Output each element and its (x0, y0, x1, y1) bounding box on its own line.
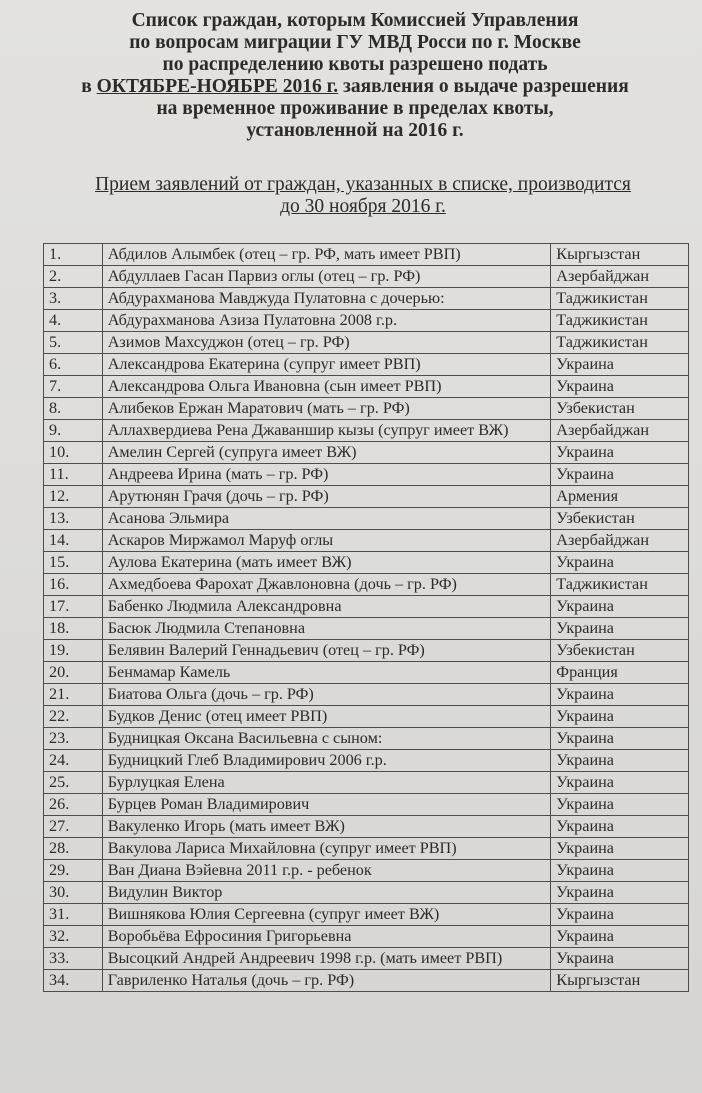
table-row (44, 618, 689, 640)
row-full-name: Будков Денис (отец имеет РВП) (102, 706, 551, 728)
row-country: Украина (551, 618, 689, 640)
row-full-name: Будницкий Глеб Владимирович 2006 г.р. (102, 750, 551, 772)
row-number: 28. (44, 838, 103, 860)
row-number: 9. (44, 420, 103, 442)
row-number: 33. (44, 948, 103, 970)
row-country: Украина (551, 904, 689, 926)
citizen-list-body (44, 244, 689, 992)
row-full-name: Александрова Екатерина (супруг имеет РВП) (102, 354, 551, 376)
row-country: Франция (551, 662, 689, 684)
table-row (44, 948, 689, 970)
row-number: 3. (44, 288, 103, 310)
row-full-name: Асанова Эльмира (102, 508, 551, 530)
row-full-name: Вакуленко Игорь (мать имеет ВЖ) (102, 816, 551, 838)
heading-line-6: установленной на 2016 г. (246, 120, 464, 141)
row-full-name: Алибеков Ержан Маратович (мать – гр. РФ) (102, 398, 551, 420)
table-row (44, 552, 689, 574)
row-full-name: Биатова Ольга (дочь – гр. РФ) (102, 684, 551, 706)
row-country: Украина (551, 442, 689, 464)
table-row (44, 442, 689, 464)
row-number: 6. (44, 354, 103, 376)
row-number: 14. (44, 530, 103, 552)
row-country: Украина (551, 794, 689, 816)
table-row (44, 970, 689, 992)
row-country: Украина (551, 816, 689, 838)
table-row (44, 464, 689, 486)
row-full-name: Басюк Людмила Степановна (102, 618, 551, 640)
table-row (44, 288, 689, 310)
row-number: 18. (44, 618, 103, 640)
row-number: 1. (44, 244, 103, 266)
table-row (44, 354, 689, 376)
row-country: Украина (551, 728, 689, 750)
row-full-name: Ван Диана Вэйевна 2011 г.р. - ребенок (102, 860, 551, 882)
table-row (44, 706, 689, 728)
row-number: 15. (44, 552, 103, 574)
row-country: Украина (551, 948, 689, 970)
row-full-name: Видулин Виктор (102, 882, 551, 904)
table-row (44, 926, 689, 948)
row-country: Украина (551, 684, 689, 706)
row-number: 11. (44, 464, 103, 486)
table-row (44, 860, 689, 882)
table-row (44, 596, 689, 618)
table-row (44, 420, 689, 442)
row-number: 16. (44, 574, 103, 596)
row-number: 21. (44, 684, 103, 706)
row-number: 2. (44, 266, 103, 288)
row-full-name: Аллахвердиева Рена Джаваншир кызы (супруг имеет ВЖ) (102, 420, 551, 442)
row-number: 13. (44, 508, 103, 530)
row-full-name: Александрова Ольга Ивановна (сын имеет РВП) (102, 376, 551, 398)
row-full-name: Бурцев Роман Владимирович (102, 794, 551, 816)
heading-line-1: Список граждан, которым Комиссией Управления (131, 10, 579, 31)
heading-line-5: на временное проживание в пределах квоты, (156, 98, 554, 119)
table-row (44, 244, 689, 266)
row-country: Таджикистан (551, 310, 689, 332)
notice-line-2: до 30 ноября 2016 г. (280, 196, 446, 217)
row-country: Украина (551, 464, 689, 486)
row-country: Армения (551, 486, 689, 508)
row-number: 26. (44, 794, 103, 816)
table-row (44, 310, 689, 332)
row-country: Узбекистан (551, 508, 689, 530)
row-full-name: Воробьёва Ефросиния Григорьевна (102, 926, 551, 948)
table-row (44, 640, 689, 662)
row-full-name: Абдуллаев Гасан Парвиз оглы (отец – гр. РФ) (102, 266, 551, 288)
row-number: 23. (44, 728, 103, 750)
row-country: Украина (551, 706, 689, 728)
document-heading (30, 10, 680, 142)
row-number: 34. (44, 970, 103, 992)
table-row (44, 750, 689, 772)
table-row (44, 794, 689, 816)
row-number: 5. (44, 332, 103, 354)
row-country: Азербайджан (551, 530, 689, 552)
row-full-name: Андреева Ирина (мать – гр. РФ) (102, 464, 551, 486)
row-country: Таджикистан (551, 574, 689, 596)
row-country: Кыргызстан (551, 970, 689, 992)
row-country: Украина (551, 926, 689, 948)
row-number: 25. (44, 772, 103, 794)
row-country: Украина (551, 882, 689, 904)
row-country: Украина (551, 376, 689, 398)
row-country: Украина (551, 552, 689, 574)
heading-line-4-prefix: в (81, 76, 97, 97)
heading-line-2: по вопросам миграции ГУ МВД Росси по г. Москве (129, 32, 581, 53)
row-full-name: Аулова Екатерина (мать имеет ВЖ) (102, 552, 551, 574)
row-country: Азербайджан (551, 420, 689, 442)
table-row (44, 904, 689, 926)
row-number: 20. (44, 662, 103, 684)
row-number: 12. (44, 486, 103, 508)
row-country: Украина (551, 772, 689, 794)
notice-line-1: Прием заявлений от граждан, указанных в списке, производится (95, 174, 631, 195)
row-country: Узбекистан (551, 640, 689, 662)
row-full-name: Аскаров Миржамол Маруф оглы (102, 530, 551, 552)
row-country: Таджикистан (551, 332, 689, 354)
table-row (44, 486, 689, 508)
table-row (44, 728, 689, 750)
table-row (44, 816, 689, 838)
row-number: 31. (44, 904, 103, 926)
table-row (44, 838, 689, 860)
row-number: 32. (44, 926, 103, 948)
row-full-name: Бабенко Людмила Александровна (102, 596, 551, 618)
row-full-name: Ахмедбоева Фарохат Джавлоновна (дочь – гр. РФ) (102, 574, 551, 596)
table-row (44, 398, 689, 420)
row-country: Азербайджан (551, 266, 689, 288)
table-row (44, 882, 689, 904)
row-number: 27. (44, 816, 103, 838)
row-country: Украина (551, 838, 689, 860)
row-full-name: Абдурахманова Азиза Пулатовна 2008 г.р. (102, 310, 551, 332)
table-row (44, 574, 689, 596)
row-country: Таджикистан (551, 288, 689, 310)
row-full-name: Амелин Сергей (супруга имеет ВЖ) (102, 442, 551, 464)
row-full-name: Арутюнян Грачя (дочь – гр. РФ) (102, 486, 551, 508)
row-full-name: Абдилов Алымбек (отец – гр. РФ, мать имеет РВП) (102, 244, 551, 266)
heading-period: ОКТЯБРЕ-НОЯБРЕ 2016 г. (96, 76, 339, 97)
row-full-name: Высоцкий Андрей Андреевич 1998 г.р. (мать имеет РВП) (102, 948, 551, 970)
row-full-name: Гавриленко Наталья (дочь – гр. РФ) (102, 970, 551, 992)
row-number: 17. (44, 596, 103, 618)
row-number: 22. (44, 706, 103, 728)
table-row (44, 508, 689, 530)
row-number: 8. (44, 398, 103, 420)
row-full-name: Бенмамар Камель (102, 662, 551, 684)
table-row (44, 772, 689, 794)
deadline-notice (30, 174, 696, 218)
row-number: 19. (44, 640, 103, 662)
row-full-name: Вакулова Лариса Михайловна (супруг имеет РВП) (102, 838, 551, 860)
table-row (44, 684, 689, 706)
row-full-name: Абдурахманова Мавджуда Пулатовна с дочерью: (102, 288, 551, 310)
row-full-name: Будницкая Оксана Васильевна с сыном: (102, 728, 551, 750)
table-row (44, 376, 689, 398)
heading-line-4-suffix: заявления о выдаче разрешения (338, 76, 629, 97)
row-country: Украина (551, 750, 689, 772)
row-full-name: Бурлуцкая Елена (102, 772, 551, 794)
table-row (44, 266, 689, 288)
row-number: 30. (44, 882, 103, 904)
row-country: Кыргызстан (551, 244, 689, 266)
table-row (44, 662, 689, 684)
row-number: 29. (44, 860, 103, 882)
row-full-name: Вишнякова Юлия Сергеевна (супруг имеет ВЖ) (102, 904, 551, 926)
table-row (44, 332, 689, 354)
row-country: Украина (551, 860, 689, 882)
row-full-name: Белявин Валерий Геннадьевич (отец – гр. РФ) (102, 640, 551, 662)
citizen-list-table (43, 243, 689, 992)
table-row (44, 530, 689, 552)
row-country: Украина (551, 596, 689, 618)
heading-line-4 (30, 76, 680, 98)
row-country: Украина (551, 354, 689, 376)
row-number: 4. (44, 310, 103, 332)
row-number: 10. (44, 442, 103, 464)
row-full-name: Азимов Махсуджон (отец – гр. РФ) (102, 332, 551, 354)
row-country: Узбекистан (551, 398, 689, 420)
row-number: 7. (44, 376, 103, 398)
heading-line-3: по распределению квоты разрешено подать (162, 54, 548, 75)
row-number: 24. (44, 750, 103, 772)
